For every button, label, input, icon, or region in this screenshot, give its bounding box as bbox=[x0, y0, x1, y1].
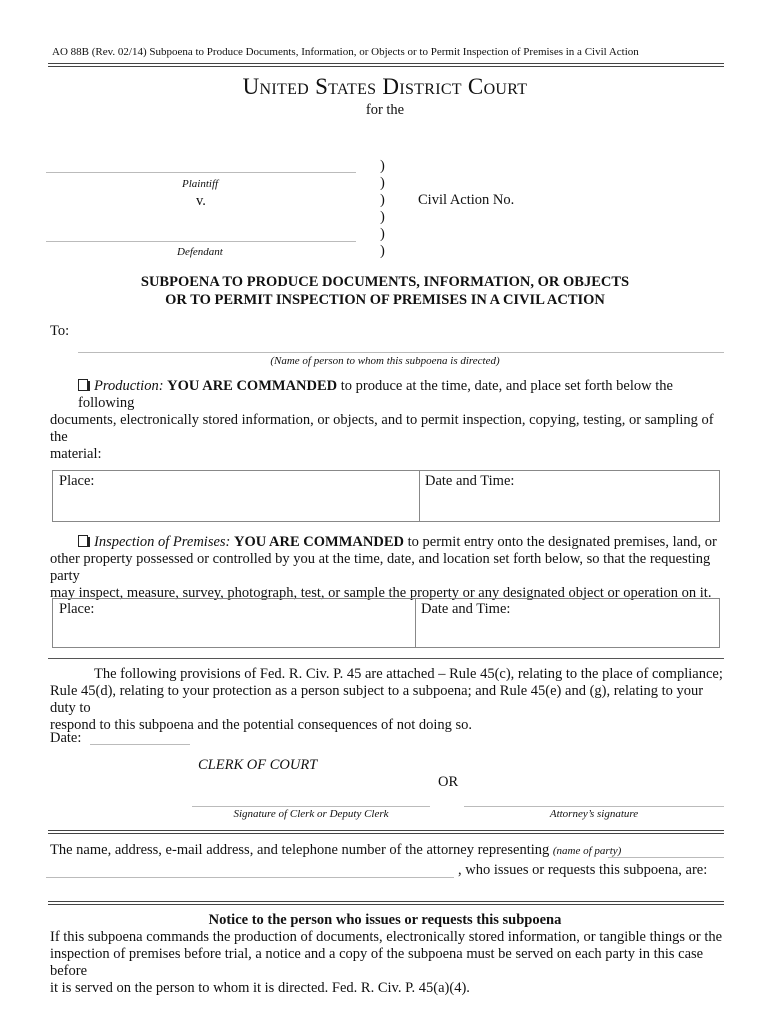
for-the-label: for the bbox=[365, 102, 405, 118]
civil-action-label: Civil Action No. bbox=[418, 192, 515, 208]
attorney-signature-line[interactable] bbox=[464, 806, 724, 807]
production-place-table bbox=[52, 470, 720, 522]
inspection-datetime-label: Date and Time: bbox=[421, 601, 511, 617]
section-rule-1 bbox=[48, 658, 724, 659]
production-checkbox[interactable] bbox=[78, 379, 88, 391]
date-line[interactable] bbox=[90, 744, 190, 745]
form-id: AO 88B (Rev. 02/14) Subpoena to Produce Documents, Information, or Objects or to Permit Inspection of Premises in a Civil Action bbox=[52, 46, 639, 58]
court-title: United States District Court bbox=[242, 74, 528, 99]
clerk-label: CLERK OF COURT bbox=[198, 757, 318, 773]
defendant-line[interactable] bbox=[46, 241, 356, 242]
caption-parens: ) ) ) ) ) ) bbox=[380, 158, 385, 259]
section-rule-3 bbox=[48, 901, 724, 905]
production-paragraph: Production: YOU ARE COMMANDED to produce at the time, date, and place set forth below the following documents, electronically stored information, or objects, and to permit inspection, copying, testing, or sampling of the material: bbox=[50, 378, 714, 462]
plaintiff-line[interactable] bbox=[46, 172, 356, 173]
clerk-signature-line[interactable] bbox=[192, 806, 430, 807]
clerk-signature-label: Signature of Clerk or Deputy Clerk bbox=[233, 808, 389, 820]
to-label: To: bbox=[50, 323, 70, 339]
date-label: Date: bbox=[50, 730, 82, 746]
attorney-line-1: The name, address, e-mail address, and telephone number of the attorney representing (name of party) bbox=[50, 842, 622, 858]
attorney-info-line[interactable] bbox=[46, 877, 454, 878]
plaintiff-label: Plaintiff bbox=[182, 178, 219, 190]
inspection-place-label: Place: bbox=[59, 601, 95, 617]
header-rule bbox=[48, 63, 724, 67]
notice-heading: Notice to the person who issues or requests this subpoena bbox=[208, 912, 562, 928]
attorney-signature-label: Attorney’s signature bbox=[549, 808, 639, 820]
attorney-line-2: , who issues or requests this subpoena, are: bbox=[458, 862, 708, 878]
recipient-line[interactable] bbox=[78, 352, 724, 353]
provisions-paragraph: The following provisions of Fed. R. Civ. P. 45 are attached – Rule 45(c), relating to the place of compliance; Rule 45(d), relating to your protection as a person subject to a subpoena; and Rule 45(e) and (g), relating to your duty to respond to this subpoena and the potential consequences of not doing so. bbox=[50, 666, 723, 733]
section-rule-2 bbox=[48, 830, 724, 834]
versus-label: v. bbox=[196, 193, 206, 209]
recipient-hint: (Name of person to whom this subpoena is directed) bbox=[270, 355, 500, 367]
notice-paragraph: If this subpoena commands the production of documents, electronically stored information, or tangible things or the inspection of premises before trial, a notice and a copy of the subpoena must be served on each party in this case before it is served on the person to whom it is directed. Fed. R. Civ. P. 45(a)(4). bbox=[50, 929, 723, 996]
production-place-label: Place: bbox=[59, 473, 95, 489]
subpoena-title: SUBPOENA TO PRODUCE DOCUMENTS, INFORMATION, OR OBJECTS OR TO PERMIT INSPECTION OF PREMISES IN A CIVIL ACTION bbox=[140, 274, 630, 308]
defendant-label: Defendant bbox=[177, 246, 223, 258]
inspection-checkbox[interactable] bbox=[78, 535, 88, 547]
production-datetime-label: Date and Time: bbox=[425, 473, 515, 489]
or-label: OR bbox=[438, 774, 459, 790]
inspection-paragraph: Inspection of Premises: YOU ARE COMMANDED to permit entry onto the designated premises, land, or other property possessed or controlled by you at the time, date, and location set forth below, so that the requesting party may inspect, measure, survey, photograph, test, or sample the property or any designated object or operation on it. bbox=[50, 534, 717, 601]
party-name-line[interactable] bbox=[608, 857, 724, 858]
inspection-place-table bbox=[52, 598, 720, 648]
